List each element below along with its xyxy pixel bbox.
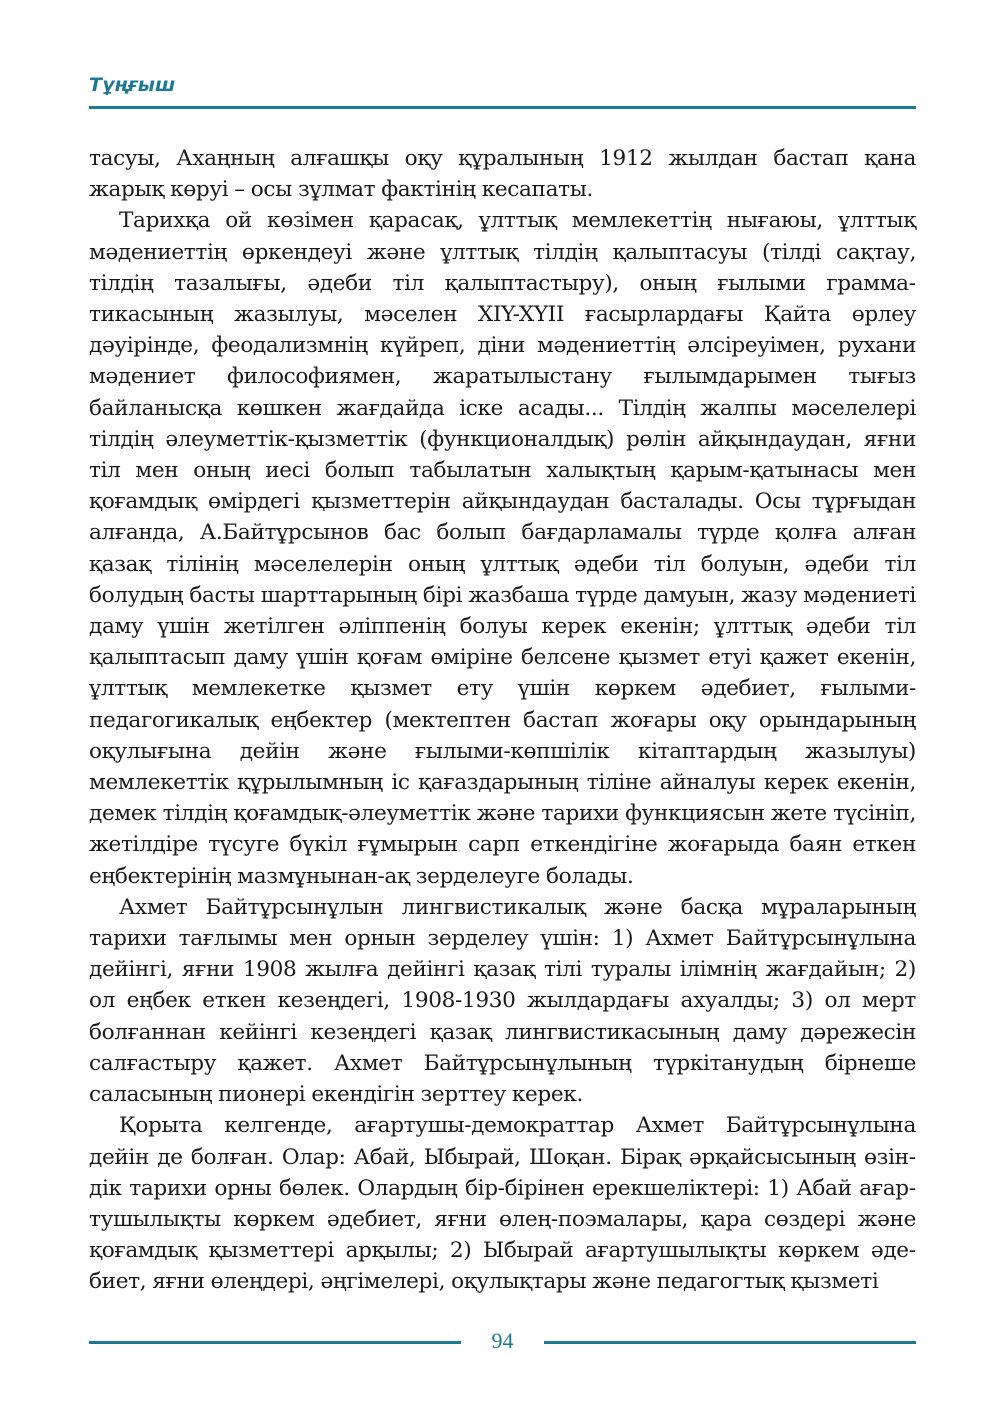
page-number: 94 [491,1328,514,1353]
running-header [89,72,916,109]
page-footer [89,1328,916,1358]
paragraph-history: Тарихқа ой көзімен қарасақ, ұлттық мемлекеттің нығаюы, ұлттық мәдениеттің өркендеуі және ұлттық тілдің қалыптасуы (тілді сақтау, тілдің тазалығы, әдеби тіл қалыптастыру), оның ғылыми грамматикасының жазылуы, мәселен XIY-XYII ғасырлардағы Қайта өрлеу дәуірінде, феодализмнің күйреп, діни мәдениеттің әлсіреуімен, рухани мәдениет философиямен, жаратылыстану ғылымдарымен тығыз байланысқа көшкен жағдайда іске асады... Тілдің жалпы мәселелері тілдің әлеуметтік-қызметтік (функционалдық) рөлін айқындаудан, яғни тіл мен оның иесі болып табылатын халықтың қарым-қатынасы мен қоғамдық өмірдегі қызметтерін айқындаудан басталады. Осы тұрғыдан алғанда, А.Байтұрсынов бас болып бағдарламалы түрде қолға алған қазақ тілінің мәселелерін оның ұлттық әдеби тіл болуын, әдеби тіл болудың басты шарттарының бірі жазбаша түрде дамуын, жазу мәдениеті даму үшін жетілген әліппенің болуы керек екенін; ұлттық әдеби тіл қалыптасып даму үшін қоғам өміріне белсене қызмет етуі қажет екенін, ұлттық мемлекетке қызмет ету үшін көркем әдебиет, ғылыми-педагогикалық еңбектер (мектептен бастап жоғары оқу орындарының оқулығына дейін және ғылыми-көпшілік кітаптардың жазылуы) мемлекеттік құрылымның іс қағаздарының тіліне айналуы керек екенін, демек тілдің қоғамдық-әлеуметтік және тарихи функциясын жете түсініп, жетілдіре түсуге бүкіл ғұмырын сарп еткендігіне жоғарыда баян еткен еңбектерінің мазмұнынан-ақ зерделеуге болады. [89,208,916,889]
body-text [89,143,916,1298]
running-title: Тұңғыш [89,74,176,96]
paragraph-legacy: Ахмет Байтұрсынұлын лингвистикалық және басқа мұраларының тарихи тағлымы мен орнын зерделеу үшін: 1) Ахмет Байтұрсынұлына дейінгі, яғни 1908 жылға дейінгі қазақ тілі туралы ілімнің жағдайын; 2) ол еңбек еткен кезеңдегі, 1908-1930 жылдардағы ахуалды; 3) ол мерт болғаннан кейінгі кезеңдегі қазақ лингвистикасының даму дәрежесін салғастыру қажет. Ахмет Байтұрсынұлының түркітанудың бірнеше саласының пионері екендігін зерттеу керек. [89,894,916,1108]
footer-rule-right [544,1341,916,1344]
paragraph-continuation: тасуы, Ахаңның алғашқы оқу құралының 1912 жылдан бастап қана жарық көруі – осы зұлмат фактінің кесапаты. [89,146,916,203]
paragraph-conclusion: Қорыта келгенде, ағартушы-демократтар Ахмет Байтұрсынұлына дейін де болған. Олар: Абай, Ыбырай, Шоқан. Бірақ әрқайсысының өзіндік тарихи орны бөлек. Олардың бір-бірінен ерекшеліктері: 1) Абай ағартушылықты көркем әдебиет, яғни өлең-поэмалары, қара сөздері және қоғамдық қызметтері арқылы; 2) Ыбырай ағартушылықты көркем әдебиет, яғни өлеңдері, әңгімелері, оқулықтары және педагогтық қызметі [89,1113,916,1295]
